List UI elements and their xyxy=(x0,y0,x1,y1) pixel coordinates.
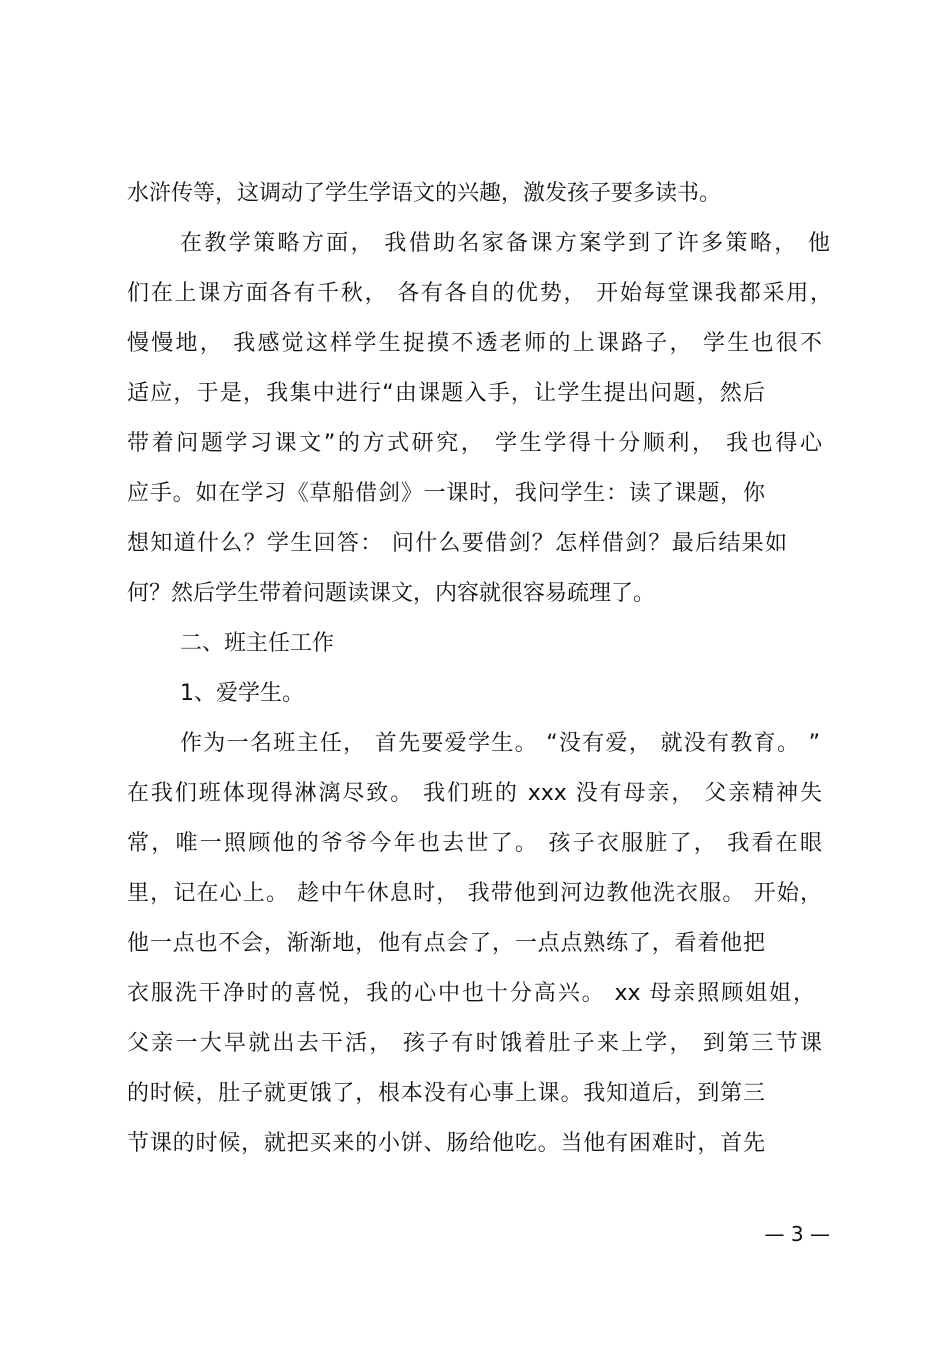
text-line-12: 作为一名班主任， 首先要爱学生。 “没有爱， 就没有教育。 ” xyxy=(180,731,820,756)
text-line-16: 他一点也不会，渐渐地，他有点会了，一点点熟练了，看着他把 xyxy=(127,931,765,956)
text-line-13: 在我们班体现得淋漓尽致。 我们班的 xxx 没有母亲， 父亲精神失 xyxy=(127,781,822,806)
text-line-7: 应手。如在学习《草船借剑》一课时，我问学生：读了课题，你 xyxy=(127,481,765,506)
subsection-heading: 1、爱学生。 xyxy=(180,681,304,706)
section-heading: 二、班主任工作 xyxy=(180,631,335,656)
text-line-4: 慢慢地， 我感觉这样学生捉摸不透老师的上课路子， 学生也很不 xyxy=(127,331,822,356)
text-line-2: 在教学策略方面， 我借助名家备课方案学到了许多策略， 他 xyxy=(180,231,830,256)
text-line-18: 父亲一大早就出去干活， 孩子有时饿着肚子来上学， 到第三节课 xyxy=(127,1031,822,1056)
text-line-6: 带着问题学习课文”的方式研究， 学生学得十分顺利， 我也得心 xyxy=(127,431,822,456)
text-line-8: 想知道什么？学生回答： 问什么要借剑？怎样借剑？最后结果如 xyxy=(127,531,787,556)
text-line-20: 节课的时候，就把买来的小饼、肠给他吃。当他有困难时，首先 xyxy=(127,1131,765,1156)
text-line-1: 水浒传等，这调动了学生学语文的兴趣，激发孩子要多读书。 xyxy=(127,181,722,206)
page-number: — 3 — xyxy=(764,1222,830,1246)
text-line-3: 们在上课方面各有千秋， 各有各自的优势， 开始每堂课我都采用， xyxy=(127,281,832,306)
text-line-17: 衣服洗干净时的喜悦，我的心中也十分高兴。 xx 母亲照顾姐姐， xyxy=(127,981,815,1006)
text-line-5: 适应，于是，我集中进行“由课题入手，让学生提出问题，然后 xyxy=(127,381,765,406)
text-line-9: 何？然后学生带着问题读课文，内容就很容易疏理了。 xyxy=(127,581,656,606)
text-line-14: 常，唯一照顾他的爷爷今年也去世了。 孩子衣服脏了， 我看在眼 xyxy=(127,831,822,856)
text-line-15: 里，记在心上。 趁中午休息时， 我带他到河边教他洗衣服。 开始， xyxy=(127,881,822,906)
text-line-19: 的时候，肚子就更饿了，根本没有心事上课。我知道后，到第三 xyxy=(127,1081,765,1106)
